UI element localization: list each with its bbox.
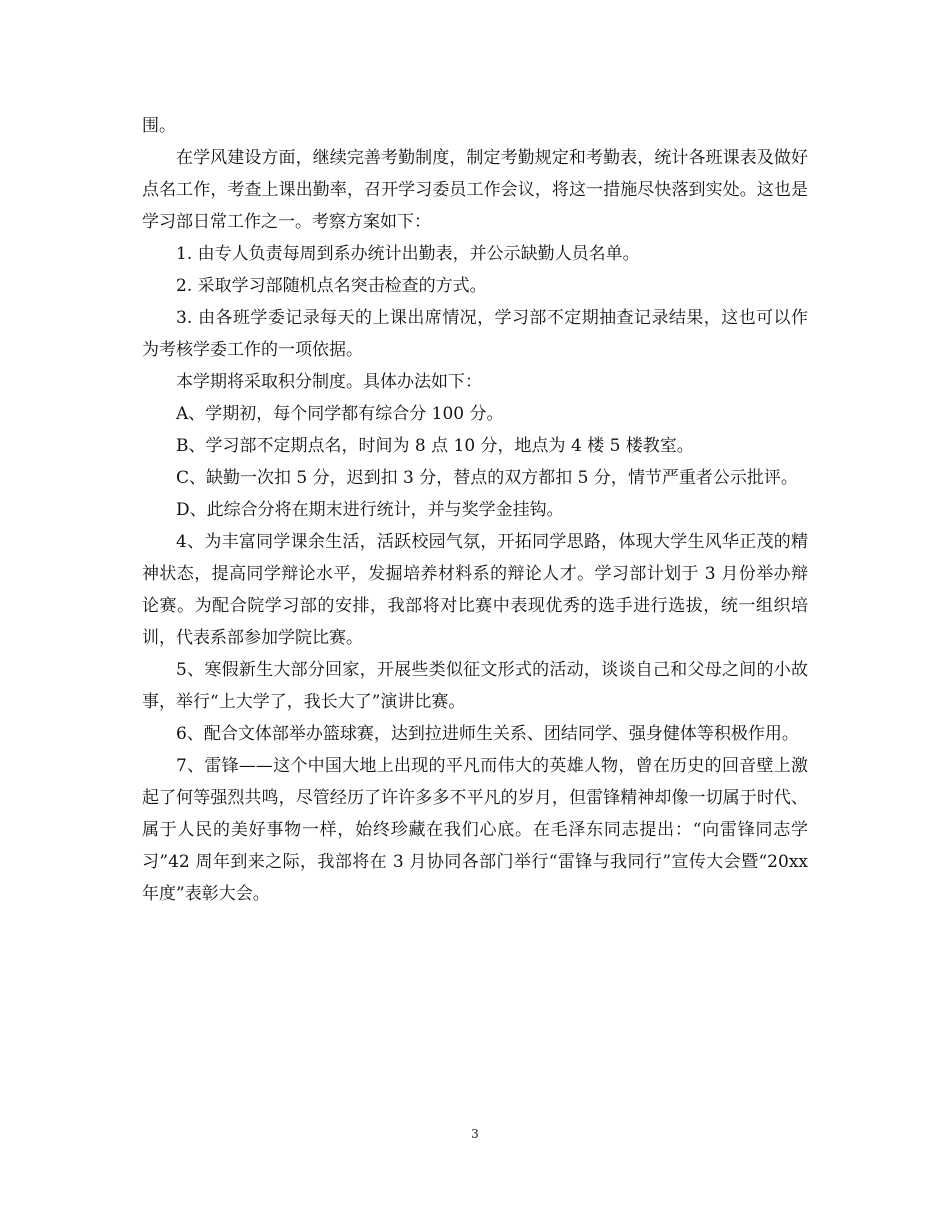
list-item-1: 1. 由专人负责每周到系办统计出勤表，并公示缺勤人员名单。: [176, 244, 640, 264]
list-item-d: D、此综合分将在期末进行统计，并与奖学金挂钩。: [176, 500, 564, 520]
list-item-b: B、学习部不定期点名，时间为 8 点 10 分，地点为 4 楼 5 楼教室。: [176, 436, 694, 456]
list-item-3: 3. 由各班学委记录每天的上课出席情况，学习部不定期抽查记录结果，这也可以作为考核学委工作的一项依据。: [142, 308, 808, 360]
paragraph-item-5: 5、寒假新生大部分回家，开展些类似征文形式的活动，谈谈自己和父母之间的小故事，举行“上大学了，我长大了”演讲比赛。: [142, 660, 808, 712]
paragraph-item-6: 6、配合文体部举办篮球赛，达到拉进师生关系、团结同学、强身健体等积极作用。: [176, 724, 799, 744]
list-item-2: 2. 采取学习部随机点名突击检查的方式。: [176, 276, 487, 296]
paragraph-item-4: 4、为丰富同学课余生活，活跃校园气氛，开拓同学思路，体现大学生风华正茂的精神状态，提高同学辩论水平，发掘培养材料系的辩论人才。学习部计划于 3 月份举办辩论赛。为配合院学习部的安排，我部将对比赛中表现优秀的选手进行选拔，统一组织培训，代表系部参加学院比赛。: [142, 532, 808, 648]
paragraph-continuation: 围。: [142, 116, 176, 136]
paragraph-points-system: 本学期将采取积分制度。具体办法如下：: [176, 372, 482, 392]
document-body: [142, 110, 808, 910]
paragraph-item-7: 7、雷锋——这个中国大地上出现的平凡而伟大的英雄人物，曾在历史的回音壁上激起了何等强烈共鸣，尽管经历了许许多多不平凡的岁月，但雷锋精神却像一切属于时代、属于人民的美好事物一样，始终珍藏在我们心底。在毛泽东同志提出：“向雷锋同志学习”42 周年到来之际，我部将在 3 月协同各部门举行“雷锋与我同行”宣传大会暨“20xx 年度”表彰大会。: [142, 756, 808, 904]
paragraph-study-style: 在学风建设方面，继续完善考勤制度，制定考勤规定和考勤表，统计各班课表及做好点名工作，考查上课出勤率，召开学习委员工作会议，将这一措施尽快落到实处。这也是学习部日常工作之一。考察方案如下：: [142, 148, 808, 232]
list-item-a: A、学期初，每个同学都有综合分 100 分。: [176, 404, 504, 424]
list-item-c: C、缺勤一次扣 5 分，迟到扣 3 分，替点的双方都扣 5 分，情节严重者公示批评。: [176, 468, 798, 488]
page-number: 3: [471, 1127, 479, 1141]
